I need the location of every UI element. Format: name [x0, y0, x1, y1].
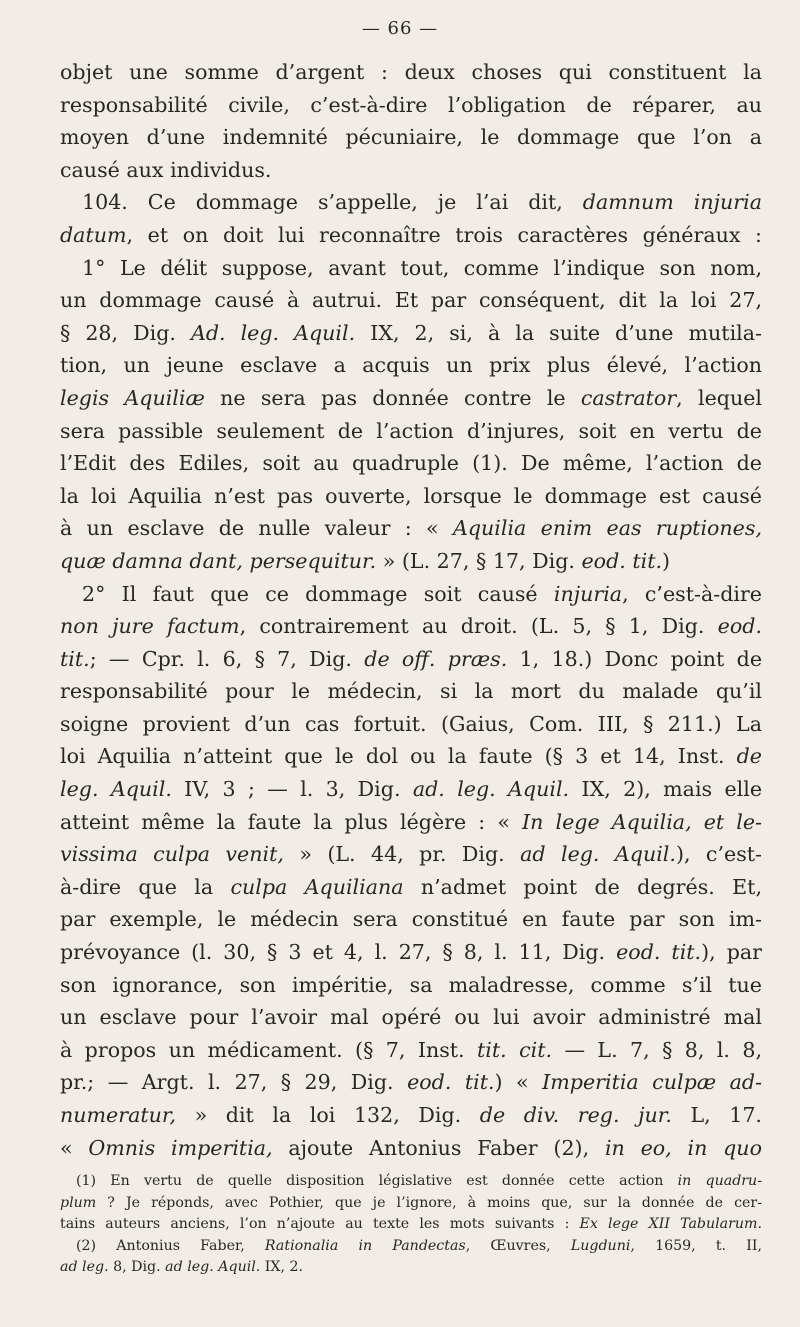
text-line: vissima culpa venit, » (L. 44, pr. Dig. ad leg. Aquil.), c’est-: [60, 842, 762, 867]
text-line: numeratur, » dit la loi 132, Dig. de div. reg. jur. L, 17.: [60, 1103, 762, 1127]
text-line: quæ damna dant, persequitur. » (L. 27, § 17, Dig. eod. tit.): [60, 548, 671, 573]
text-line: un esclave pour l’avoir mal opéré ou lui avoir administré mal: [60, 1005, 762, 1030]
text-line: leg. Aquil. IV, 3 ; — l. 3, Dig. ad. leg. Aquil. IX, 2), mais elle: [60, 777, 763, 802]
text-line: l’Edit des Ediles, soit au quadruple (1). De même, l’action de: [60, 451, 762, 476]
text-line: moyen d’une indemnité pécuniaire, le dommage que l’on a: [60, 125, 762, 150]
text-line: soigne provient d’un cas fortuit. (Gaius, Com. III, § 211.) La: [60, 711, 762, 736]
text-line: loi Aquilia n’atteint que le dol ou la faute (§ 3 et 14, Inst. de: [60, 744, 762, 769]
footnote-line: plum ? Je réponds, avec Pothier, que je l’ignore, à moins que, sur la donnée de cer-: [60, 1194, 762, 1211]
text-line: pr.; — Argt. l. 27, § 29, Dig. eod. tit.) « Imperitia culpæ ad-: [60, 1070, 762, 1095]
text-line: 2° Il faut que ce dommage soit causé injuria, c’est-à-dire: [82, 581, 762, 606]
text-line: causé aux individus.: [60, 157, 272, 182]
page-number: — 66 —: [361, 18, 439, 39]
text-line: un dommage causé à autrui. Et par conséquent, dit la loi 27,: [60, 288, 762, 313]
main-text: [60, 56, 762, 1164]
text-line: tit.; — Cpr. l. 6, § 7, Dig. de off. præs. 1, 18.) Donc point de: [60, 646, 763, 671]
text-line: objet une somme d’argent : deux choses qui constituent la: [60, 60, 762, 84]
text-line: la loi Aquilia n’est pas ouverte, lorsque le dommage est causé: [60, 483, 762, 508]
text-line: legis Aquiliæ ne sera pas donnée contre le castrator, lequel: [60, 385, 762, 410]
text-line: non jure factum, contrairement au droit. (L. 5, § 1, Dig. eod.: [60, 614, 762, 639]
text-line: § 28, Dig. Ad. leg. Aquil. IX, 2, si, à la suite d’une mutila-: [60, 320, 762, 345]
text-line: datum, et on doit lui reconnaître trois caractères généraux :: [60, 222, 762, 247]
text-line: « Omnis imperitia, ajoute Antonius Faber (2), in eo, in quo: [60, 1135, 762, 1160]
footnote-line: (2) Antonius Faber, Rationalia in Pandectas, Œuvres, Lugduni, 1659, t. II,: [76, 1237, 762, 1254]
text-line: responsabilité pour le médecin, si la mort du malade qu’il: [60, 679, 762, 704]
footnote-line: ad leg. 8, Dig. ad leg. Aquil. IX, 2.: [60, 1259, 304, 1275]
text-line: à propos un médicament. (§ 7, Inst. tit. cit. — L. 7, § 8, l. 8,: [60, 1037, 762, 1062]
text-line: à-dire que la culpa Aquiliana n’admet point de degrés. Et,: [60, 874, 762, 899]
footnotes: [60, 1171, 762, 1279]
text-line: 1° Le délit suppose, avant tout, comme l’indique son nom,: [82, 255, 762, 280]
text-line: prévoyance (l. 30, § 3 et 4, l. 27, § 8, l. 11, Dig. eod. tit.), par: [60, 940, 762, 965]
text-line: atteint même la faute la plus légère : « In lege Aquilia, et le-: [60, 809, 762, 834]
text-line: sera passible seulement de l’action d’injures, soit en vertu de: [60, 418, 762, 443]
text-line: tion, un jeune esclave a acquis un prix plus élevé, l’action: [60, 353, 762, 378]
text-line: à un esclave de nulle valeur : « Aquilia enim eas ruptiones,: [60, 516, 762, 541]
footnote-line: tains auteurs anciens, l’on n’ajoute au texte les mots suivants : Ex lege XII Tabularum.: [60, 1216, 762, 1232]
text-line: son ignorance, son impéritie, sa maladresse, comme s’il tue: [60, 972, 762, 997]
footnote-line: (1) En vertu de quelle disposition législative est donnée cette action in quadru-: [76, 1173, 762, 1189]
text-line: 104. Ce dommage s’appelle, je l’ai dit, damnum injuria: [82, 190, 763, 215]
text-line: par exemple, le médecin sera constitué en faute par son im-: [60, 907, 762, 932]
text-line: responsabilité civile, c’est-à-dire l’obligation de réparer, au: [60, 92, 762, 117]
